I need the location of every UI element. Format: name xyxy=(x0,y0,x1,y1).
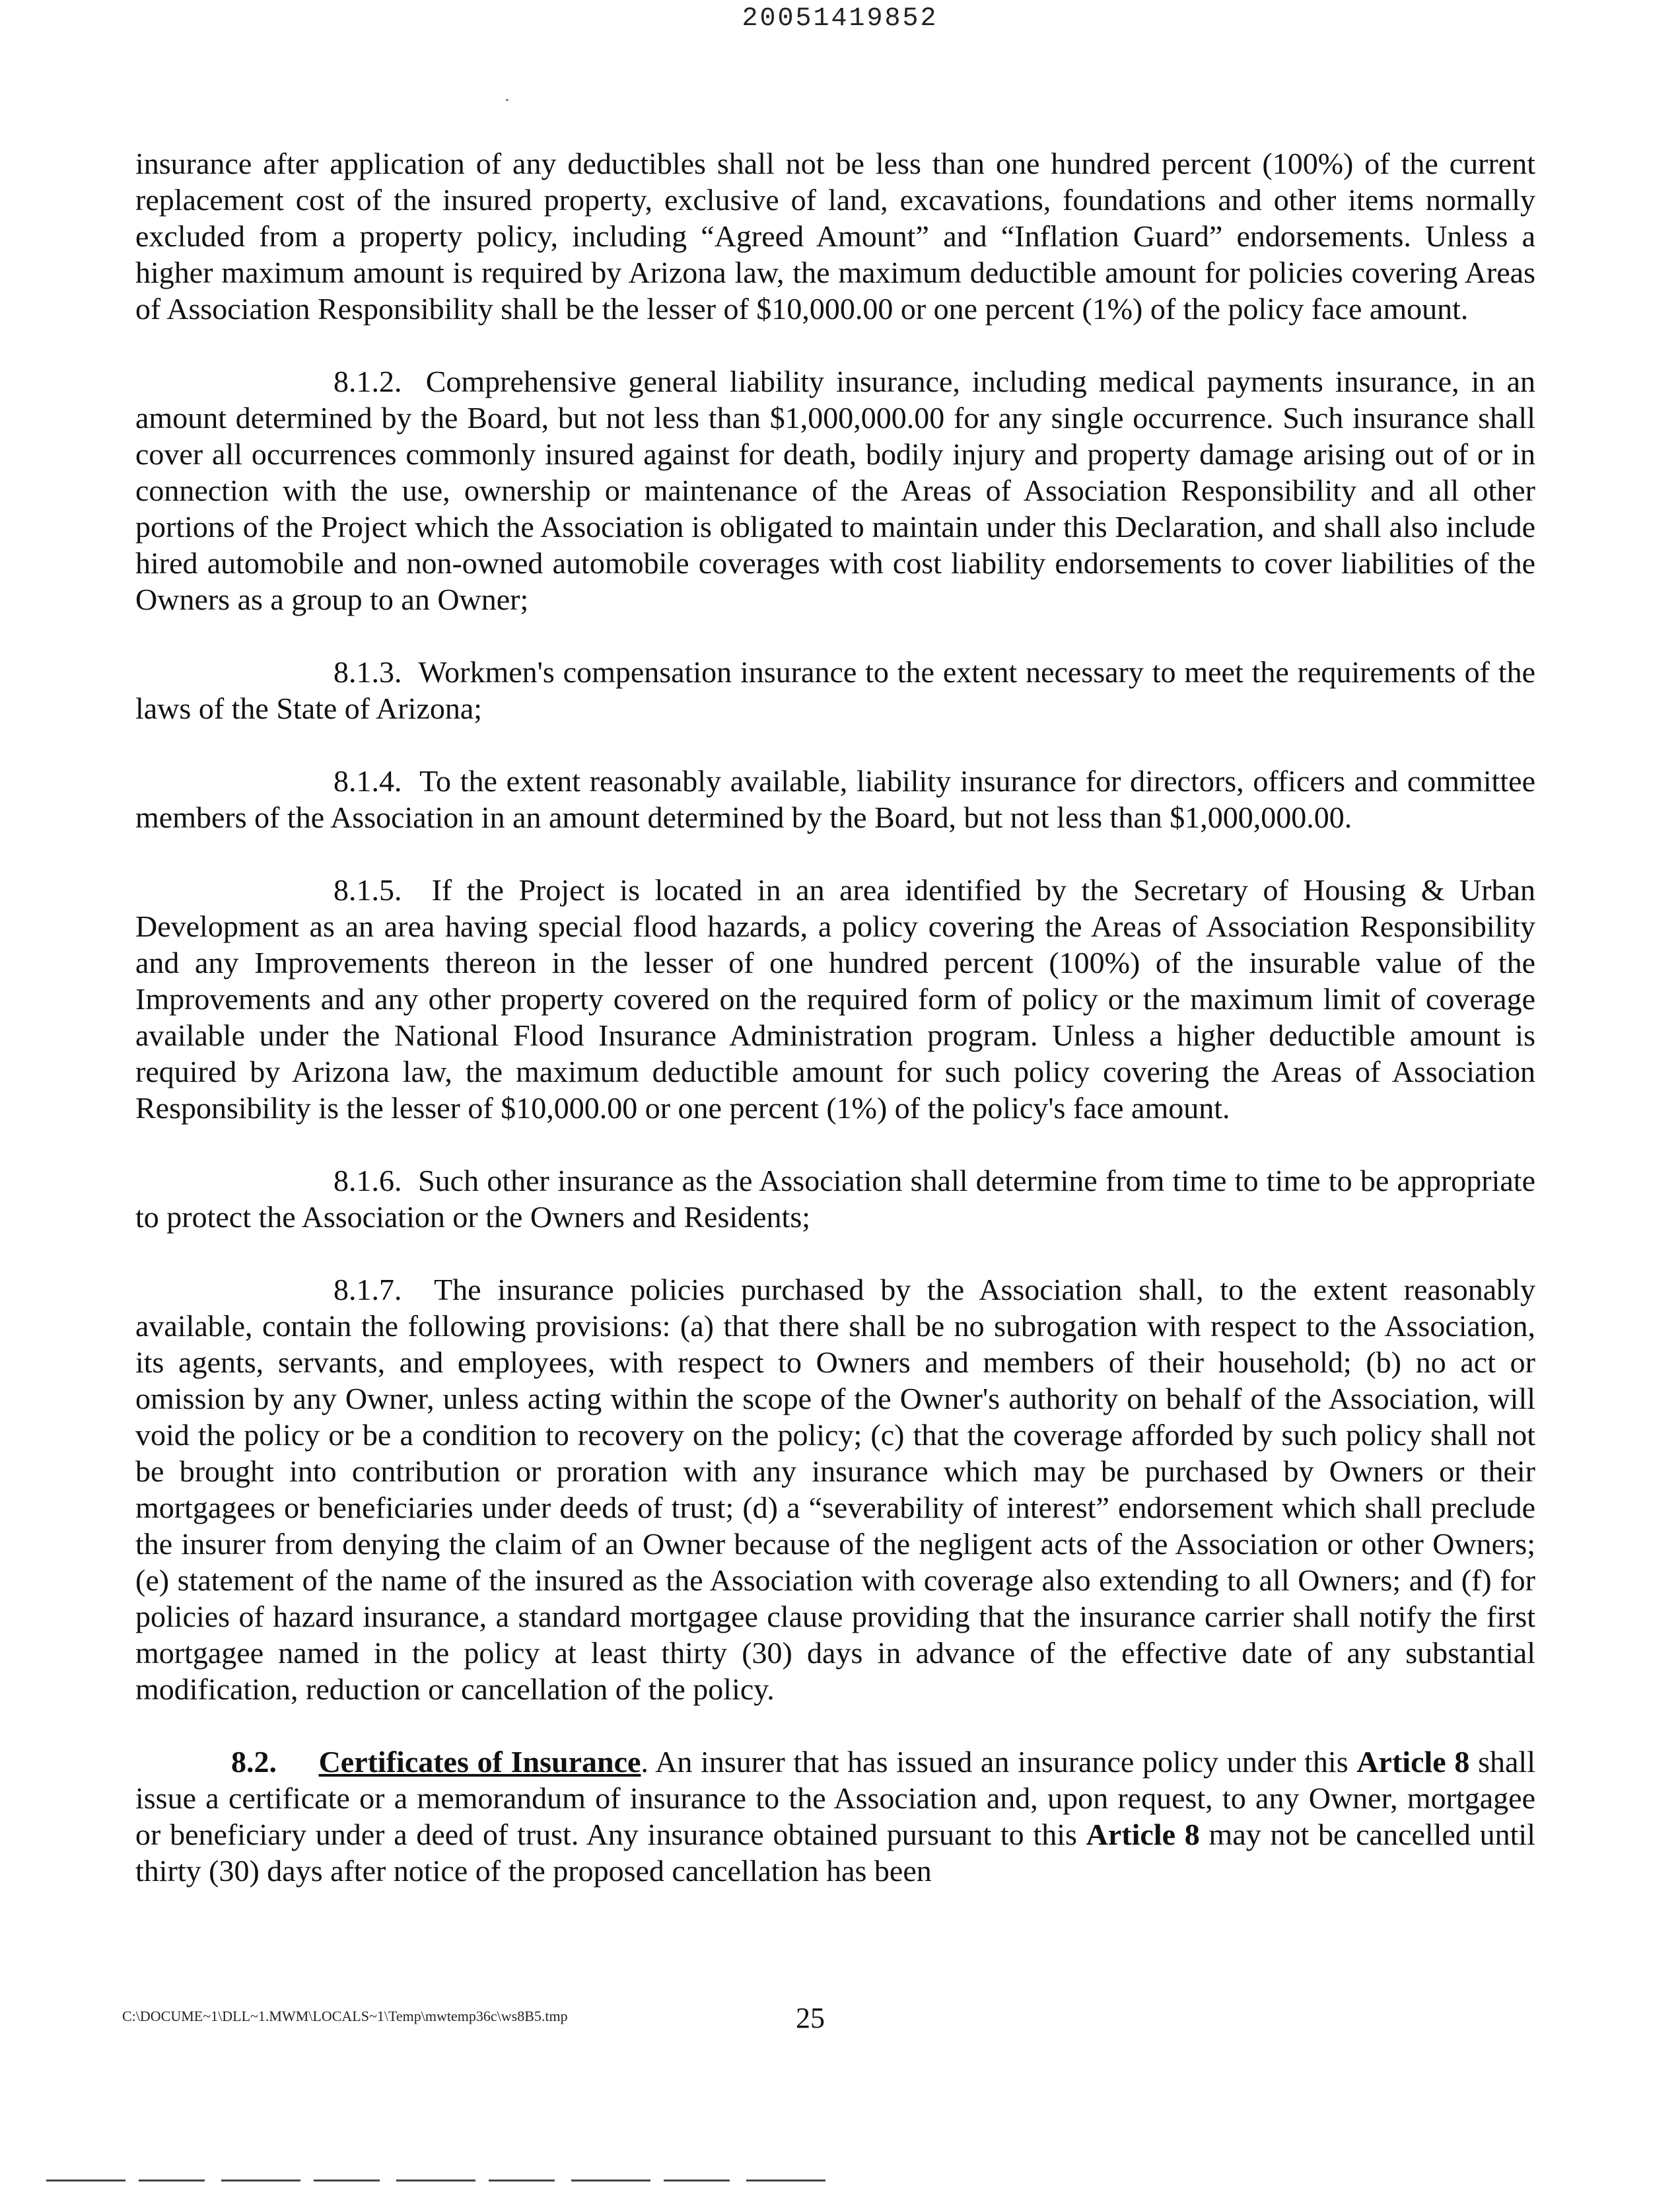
subsection-text: The insurance policies purchased by the Association shall, to the extent reasonably available, contain the following provisions: (a) that there shall be no subrogation with respect to the Association, its agents, servants, and employees, with respect to Owners and members of their household; (b) no act or omission by any Owner, unless acting within the scope of the Owner's authority on behalf of the Association, will void the policy or be a condition to recovery on the policy; (c) that the coverage afforded by such policy shall not be brought into contribution or proration with any insurance which may be purchased by Owners or their mortgagees or beneficiaries under deeds of trust; (d) a “severability of interest” endorsement which shall preclude the insurer from denying the claim of an Owner because of the negligent acts of the Association or other Owners; (e) statement of the name of the insured as the Association with coverage also extending to all Owners; and (f) for policies of hazard insurance, a standard mortgagee clause providing that the insurance carrier shall notify the first mortgagee named in the policy at least thirty (30) days in advance of the effective date of any substantial modification, reduction or cancellation of the policy. xyxy=(135,1273,1535,1706)
page-footer xyxy=(122,2002,1549,2034)
article-reference: Article 8 xyxy=(1356,1745,1470,1779)
file-path: C:\DOCUME~1\DLL~1.MWM\LOCALS~1\Temp\mwtemp36c\ws8B5.tmp xyxy=(122,2008,568,2024)
subsection-text: To the extent reasonably available, liability insurance for directors, officers and committee members of the Association in an amount determined by the Board, but not less than $1,000,000.00. xyxy=(135,764,1535,834)
section-8-2 xyxy=(135,1744,1535,1889)
section-text-part-2: shall issue a certificate or a memorandum of insurance to the Association and, upon request, to any Owner, mortgagee or beneficiary under a deed of trust. Any insurance obtained pursuant to this xyxy=(135,1745,1535,1851)
subsection-text: If the Project is located in an area identified by the Secretary of Housing & Urban Development as an area having special flood hazards, a policy covering the Areas of Association Responsibility and any Improvements thereon in the lesser of one hundred percent (100%) of the insurable value of the Improvements and any other property covered on the required form of policy or the maximum limit of coverage available under the National Flood Insurance Administration program. Unless a higher deductible amount is required by Arizona law, the maximum deductible amount for such policy covering the Areas of Association Responsibility is the lesser of $10,000.00 or one percent (1%) of the policy's face amount. xyxy=(135,873,1536,1125)
subsection-text: Such other insurance as the Association shall determine from time to time to be appropriate to protect the Association or the Owners and Residents; xyxy=(135,1164,1536,1234)
scan-artifact-line xyxy=(46,2180,825,2181)
intro-paragraph: insurance after application of any deductibles shall not be less than one hundred percent (100%) of the current replacement cost of the insured property, exclusive of land, excavations, foundations and other items normally excluded from a property policy, including “Agreed Amount” and “Inflation Guard” endorsements. Unless a higher maximum amount is required by Arizona law, the maximum deductible amount for policies covering Areas of Association Responsibility shall be the lesser of $10,000.00 or one percent (1%) of the policy face amount. xyxy=(135,147,1535,326)
article-reference: Article 8 xyxy=(1086,1818,1200,1851)
subsection-number: 8.1.3. xyxy=(333,655,402,689)
subsection-8-1-7 xyxy=(135,1271,1535,1707)
subsection-text: Comprehensive general liability insurance, including medical payments insurance, in an amount determined by the Board, but not less than $1,000,000.00 for any single occurrence. Such insurance shall cover all occurrences commonly insured against for death, bodily injury and property damage arising out of or in connection with the use, ownership or maintenance of the Areas of Association Responsibility and all other portions of the Project which the Association is obligated to maintain under this Declaration, and shall also include hired automobile and non-owned automobile coverages with cost liability endorsements to cover liabilities of the Owners as a group to an Owner; xyxy=(135,365,1535,616)
subsection-number: 8.1.7. xyxy=(333,1273,402,1306)
section-text-part-3: may not be cancelled until thirty (30) days after notice of the proposed cancellation has been xyxy=(135,1818,1535,1888)
document-number: 20051419852 xyxy=(742,4,938,34)
section-number: 8.2. xyxy=(231,1745,277,1779)
subsection-8-1-6 xyxy=(135,1162,1535,1235)
subsection-text: Workmen's compensation insurance to the extent necessary to meet the requirements of the laws of the State of Arizona; xyxy=(135,655,1535,725)
page-body xyxy=(135,145,1535,1889)
subsection-number: 8.1.2. xyxy=(333,365,402,398)
subsection-8-1-2 xyxy=(135,363,1535,618)
subsection-8-1-5 xyxy=(135,872,1535,1126)
section-text-part-1: . An insurer that has issued an insurance policy under this xyxy=(641,1745,1357,1779)
page-number: 25 xyxy=(796,2002,825,2034)
subsection-number: 8.1.4. xyxy=(333,764,402,798)
section-title: Certificates of Insurance xyxy=(318,1745,641,1779)
subsection-number: 8.1.6. xyxy=(333,1164,402,1197)
subsection-8-1-4 xyxy=(135,763,1535,835)
scan-speck xyxy=(506,99,508,101)
subsection-8-1-3 xyxy=(135,654,1535,727)
subsection-number: 8.1.5. xyxy=(333,873,402,907)
